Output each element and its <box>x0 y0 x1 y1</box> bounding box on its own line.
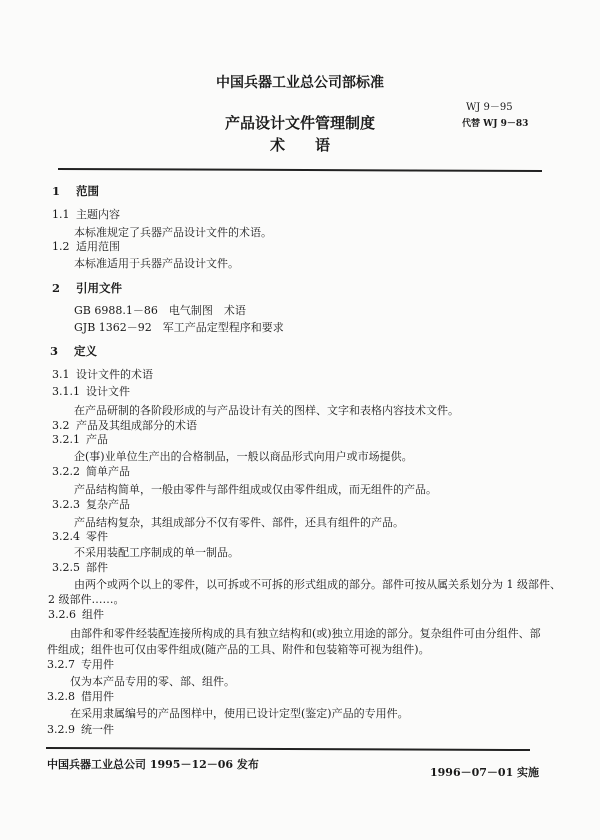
replaces-code: 代替 WJ 9－83 <box>462 119 529 129</box>
section-3-2-6-body: 由部件和零件经装配连接所构成的具有独立结构和(或)独立用途的部分。复杂组件可由分组件、部 <box>70 627 541 640</box>
section-1: 1 范围 <box>52 184 99 198</box>
top-divider <box>58 168 542 172</box>
section-3-2-3: 3.2.3 复杂产品 <box>52 498 130 511</box>
document-title: 产品设计文件管理制度 <box>224 114 375 132</box>
section-3-2-1-body: 企(事)业单位生产出的合格制品，一般以商品形式向用户或市场提供。 <box>74 450 413 463</box>
org-standard-heading: 中国兵器工业总公司部标准 <box>216 75 384 91</box>
section-3-2-5-body-cont: 2 级部件……。 <box>48 593 125 606</box>
section-3-2-8: 3.2.8 借用件 <box>47 690 114 703</box>
section-1-1: 1.1 主题内容 <box>52 208 120 221</box>
section-3-2-3-body: 产品结构复杂，其组成部分不仅有零件、部件，还具有组件的产品。 <box>74 516 404 529</box>
section-3: 3 定义 <box>50 344 97 358</box>
section-3-2-5-body: 由两个或两个以上的零件，以可拆或不可拆的形式组成的部分。部件可按从属关系划分为 1 级部件、 <box>74 578 561 591</box>
issue-date: 中国兵器工业总公司 1995－12－06 发布 <box>47 758 259 771</box>
section-3-2-4-body: 不采用装配工序制成的单一制品。 <box>74 546 239 559</box>
effective-date: 1996－07－01 实施 <box>430 766 540 779</box>
section-3-2-6-body-cont: 件组成；组件也可仅由零件组成(随产品的工具、附件和包装箱等可视为组件)。 <box>47 643 430 656</box>
section-1-2: 1.2 适用范围 <box>52 240 120 253</box>
section-3-2-2: 3.2.2 简单产品 <box>52 465 130 478</box>
section-3-2-1: 3.2.1 产品 <box>52 433 108 446</box>
section-3-1-1-body: 在产品研制的各阶段形成的与产品设计有关的图样、文字和表格内容技术文件。 <box>74 404 459 417</box>
section-1-2-body: 本标准适用于兵器产品设计文件。 <box>74 257 239 270</box>
section-2: 2 引用文件 <box>52 281 122 295</box>
standard-code: WJ 9－95 <box>466 102 513 113</box>
document-subtitle: 术 语 <box>269 136 330 154</box>
section-3-2-4: 3.2.4 零件 <box>52 530 108 543</box>
section-3-1-1: 3.1.1 设计文件 <box>52 385 130 398</box>
section-1-1-body: 本标准规定了兵器产品设计文件的术语。 <box>74 226 272 239</box>
section-3-2-7-body: 仅为本产品专用的零、部、组件。 <box>70 675 235 688</box>
section-3-2-7: 3.2.7 专用件 <box>47 658 114 671</box>
section-3-2: 3.2 产品及其组成部分的术语 <box>52 419 197 432</box>
section-3-2-2-body: 产品结构简单，一般由零件与部件组成或仅由零件组成，而无组件的产品。 <box>74 483 437 496</box>
bottom-divider <box>46 747 530 751</box>
reference-item: GJB 1362－92 军工产品定型程序和要求 <box>74 321 284 334</box>
reference-item: GB 6988.1－86 电气制图 术语 <box>74 304 246 317</box>
section-3-2-6: 3.2.6 组件 <box>48 608 104 621</box>
section-3-1: 3.1 设计文件的术语 <box>52 368 153 381</box>
section-3-2-5: 3.2.5 部件 <box>52 561 108 574</box>
section-3-2-8-body: 在采用隶属编号的产品图样中，使用已设计定型(鉴定)产品的专用件。 <box>70 707 409 720</box>
section-3-2-9: 3.2.9 统一件 <box>47 723 114 736</box>
